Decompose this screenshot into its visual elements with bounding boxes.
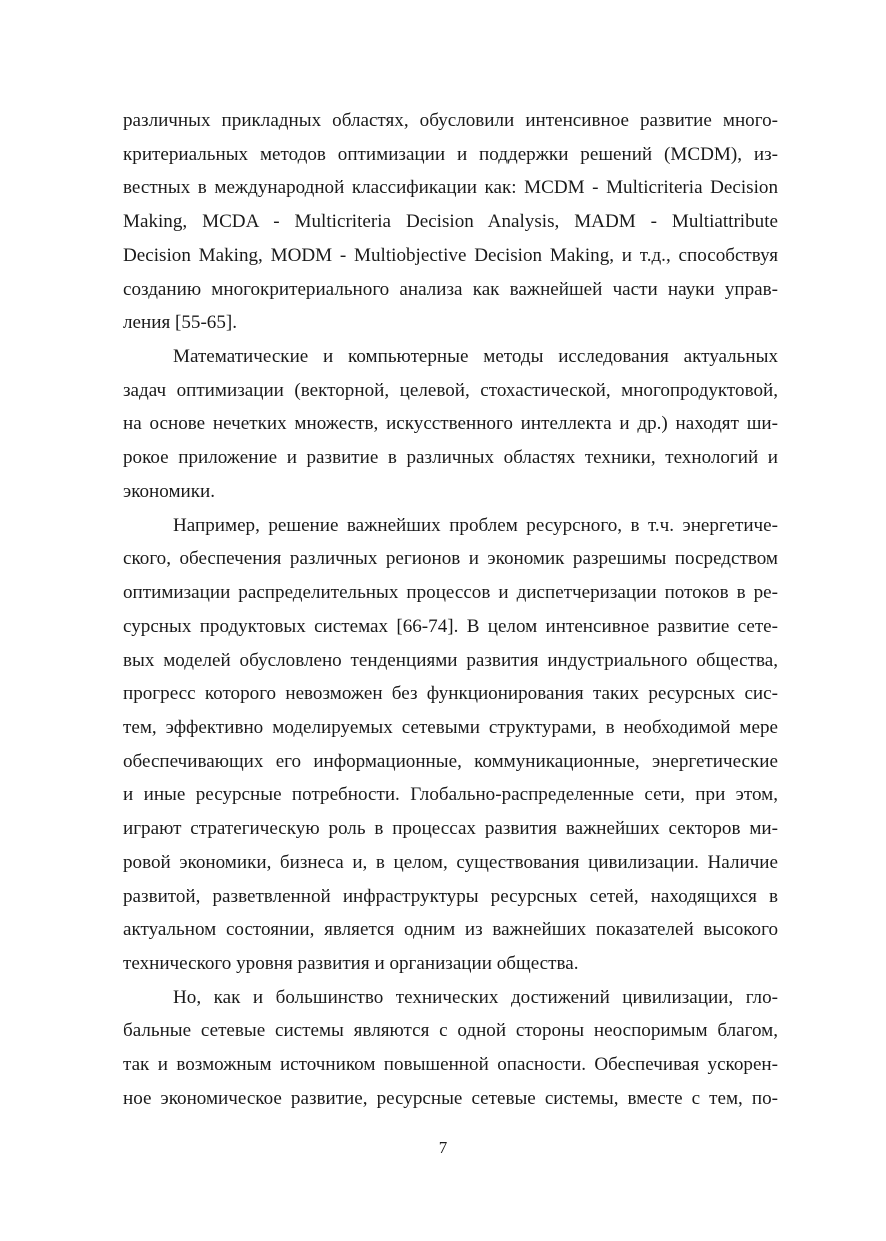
text-line: играют стратегическую роль в процессах развития важнейших секторов ми-	[123, 818, 778, 840]
text-line: технического уровня развития и организации общества.	[123, 952, 579, 974]
paragraph-1	[123, 104, 778, 340]
paragraph-2	[123, 340, 778, 509]
text-line: прогресс которого невозможен без функционирования таких ресурсных сис-	[123, 683, 778, 705]
text-line: Decision Making, MODM - Multiobjective Decision Making, и т.д., способствуя	[123, 244, 778, 266]
text-line: задач оптимизации (векторной, целевой, стохастической, многопродуктовой,	[123, 379, 778, 401]
text-line: Но, как и большинство технических достижений цивилизации, гло-	[173, 986, 778, 1008]
text-line: ровой экономики, бизнеса и, в целом, существования цивилизации. Наличие	[123, 851, 778, 873]
text-line: вых моделей обусловлено тенденциями развития индустриального общества,	[123, 649, 778, 671]
page-number: 7	[438, 1138, 448, 1157]
text-line: обеспечивающих его информационные, коммуникационные, энергетические	[123, 750, 778, 772]
text-line: экономики.	[123, 480, 216, 502]
text-line: на основе нечетких множеств, искусственного интеллекта и др.) находят ши-	[123, 413, 778, 435]
text-line: ского, обеспечения различных регионов и экономик разрешимы посредством	[123, 548, 778, 570]
body-text	[123, 104, 778, 1116]
text-line: сурсных продуктовых системах [66-74]. В целом интенсивное развитие сете-	[123, 615, 778, 637]
text-line: ления [55-65].	[123, 312, 238, 334]
text-line: оптимизации распределительных процессов и диспетчеризации потоков в ре-	[123, 582, 778, 604]
text-line: развитой, разветвленной инфраструктуры ресурсных сетей, находящихся в	[123, 885, 778, 907]
text-line: Математические и компьютерные методы исследования актуальных	[173, 346, 778, 368]
text-line: и иные ресурсные потребности. Глобально-распределенные сети, при этом,	[123, 784, 778, 806]
text-line: бальные сетевые системы являются с одной стороны неоспоримым благом,	[123, 1020, 778, 1042]
text-line: актуальном состоянии, является одним из важнейших показателей высокого	[123, 919, 778, 941]
text-line: созданию многокритериального анализа как важнейшей части науки управ-	[123, 278, 778, 300]
text-line: так и возможным источником повышенной опасности. Обеспечивая ускорен-	[123, 1054, 778, 1076]
text-line: рокое приложение и развитие в различных областях техники, технологий и	[123, 447, 778, 469]
paragraph-3	[123, 509, 778, 981]
text-line: тем, эффективно моделируемых сетевыми структурами, в необходимой мере	[123, 716, 778, 738]
text-line: критериальных методов оптимизации и поддержки решений (MCDM), из-	[123, 143, 778, 165]
text-line: Making, MCDA - Multicriteria Decision Analysis, MADM - Multiattribute	[123, 211, 778, 233]
text-line: ное экономическое развитие, ресурсные сетевые системы, вместе с тем, по-	[123, 1087, 778, 1109]
text-line: Например, решение важнейших проблем ресурсного, в т.ч. энергетиче-	[173, 514, 778, 536]
paragraph-4	[123, 981, 778, 1116]
text-line: вестных в международной классификации как: MCDM - Multicriteria Decision	[123, 177, 778, 199]
text-line: различных прикладных областях, обусловили интенсивное развитие много-	[123, 110, 778, 131]
